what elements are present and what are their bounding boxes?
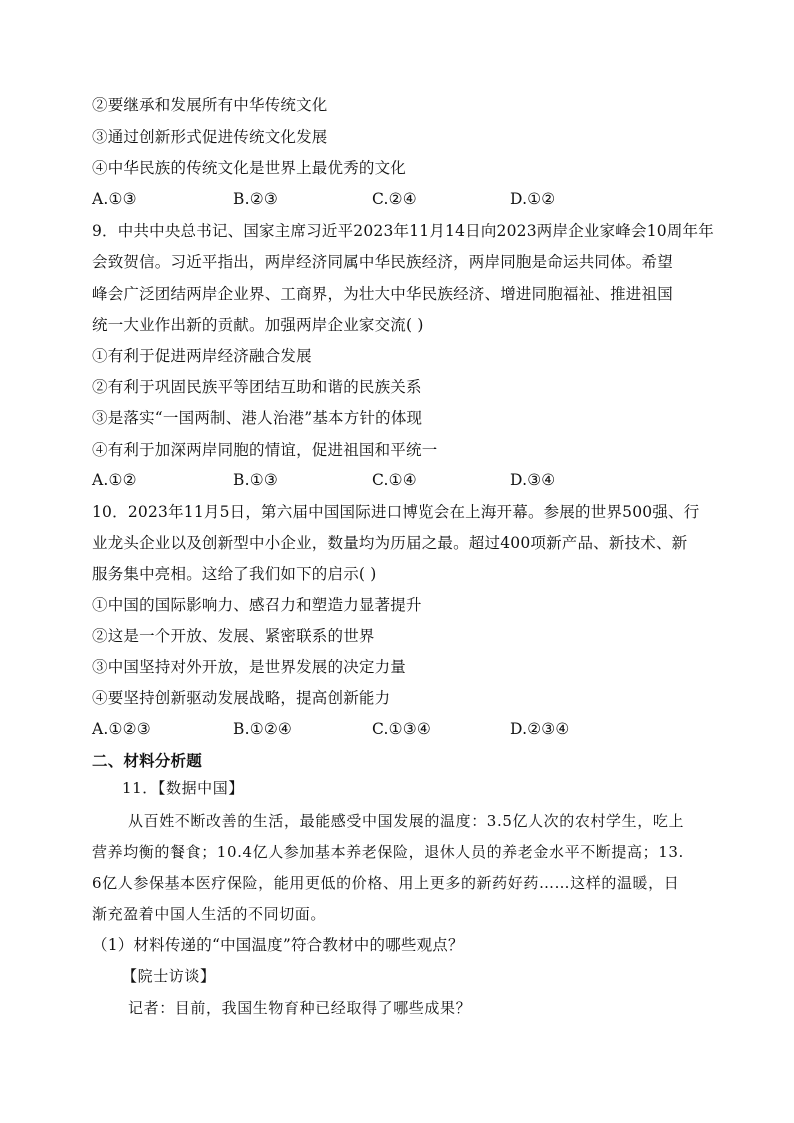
q8-statement-3: ③通过创新形式促进传统文化发展	[92, 128, 328, 146]
q11-subquestion-1: （1）材料传递的“中国温度”符合教材中的哪些观点？	[92, 936, 464, 954]
q10-statement-2: ②这是一个开放、发展、紧密联系的世界	[92, 627, 375, 645]
q8-option-c[interactable]: C.②④	[372, 190, 417, 208]
q9-option-a[interactable]: A.①②	[92, 471, 137, 489]
q9-option-b[interactable]: B.①③	[233, 471, 278, 489]
q11-number: 11．【数据中国】	[122, 779, 244, 797]
q10-stem-line-3: 服务集中亮相。这给了我们如下的启示( )	[92, 565, 377, 583]
q9-statement-3: ③是落实“一国两制、港人治港”基本方针的体现	[92, 409, 423, 427]
q10-option-d[interactable]: D.②③④	[510, 720, 570, 738]
q9-stem-line-4: 统一大业作出新的贡献。加强两岸企业家交流( )	[92, 316, 424, 334]
q8-option-d[interactable]: D.①②	[510, 190, 556, 208]
q8-statement-2: ②要继承和发展所有中华传统文化	[92, 96, 328, 114]
q10-stem-line-1: 10．2023年11月5日，第六届中国国际进口博览会在上海开幕。参展的世界500强、行	[92, 503, 700, 521]
q9-stem-line-1: 9．中共中央总书记、国家主席习近平2023年11月14日向2023两岸企业家峰会10周年年	[92, 222, 714, 240]
q11-material-line-3: 6亿人参保基本医疗保险，能用更低的价格、用上更多的新药好药……这样的温暖，日	[92, 874, 680, 892]
q9-stem-line-3: 峰会广泛团结两岸企业界、工商界，为壮大中华民族经济、增进同胞福祉、推进祖国	[92, 285, 673, 303]
q8-option-b[interactable]: B.②③	[233, 190, 278, 208]
q11-material-line-1: 从百姓不断改善的生活，最能感受中国发展的温度：3.5亿人次的农村学生，吃上	[128, 812, 685, 830]
q10-option-b[interactable]: B.①②④	[233, 720, 293, 738]
q11-interview-question: 记者：目前，我国生物育种已经取得了哪些成果？	[128, 999, 472, 1017]
q9-statement-2: ②有利于巩固民族平等团结互助和谐的民族关系	[92, 378, 422, 396]
q8-statement-4: ④中华民族的传统文化是世界上最优秀的文化	[92, 159, 407, 177]
q9-option-d[interactable]: D.③④	[510, 471, 556, 489]
q10-statement-3: ③中国坚持对外开放，是世界发展的决定力量	[92, 658, 407, 676]
q9-option-c[interactable]: C.①④	[372, 471, 417, 489]
q10-option-a[interactable]: A.①②③	[92, 720, 151, 738]
q11-material-line-4: 渐充盈着中国人生活的不同切面。	[92, 905, 327, 923]
q10-statement-4: ④要坚持创新驱动发展战略，提高创新能力	[92, 689, 391, 707]
q8-option-a[interactable]: A.①③	[92, 190, 137, 208]
q9-statement-1: ①有利于促进两岸经济融合发展	[92, 347, 312, 365]
q11-interview-title: 【院士访谈】	[122, 967, 216, 985]
q11-material-line-2: 营养均衡的餐食；10.4亿人参加基本养老保险，退休人员的养老金水平不断提高；13.	[92, 843, 684, 861]
q10-statement-1: ①中国的国际影响力、感召力和塑造力显著提升	[92, 596, 422, 614]
q9-statement-4: ④有利于加深两岸同胞的情谊，促进祖国和平统一	[92, 441, 438, 459]
q10-stem-line-2: 业龙头企业以及创新型中小企业，数量均为历届之最。超过400项新产品、新技术、新	[92, 534, 688, 552]
q10-option-c[interactable]: C.①③④	[372, 720, 431, 738]
q9-stem-line-2: 会致贺信。习近平指出，两岸经济同属中华民族经济，两岸同胞是命运共同体。希望	[92, 253, 673, 271]
section-heading: 二、材料分析题	[92, 751, 202, 770]
